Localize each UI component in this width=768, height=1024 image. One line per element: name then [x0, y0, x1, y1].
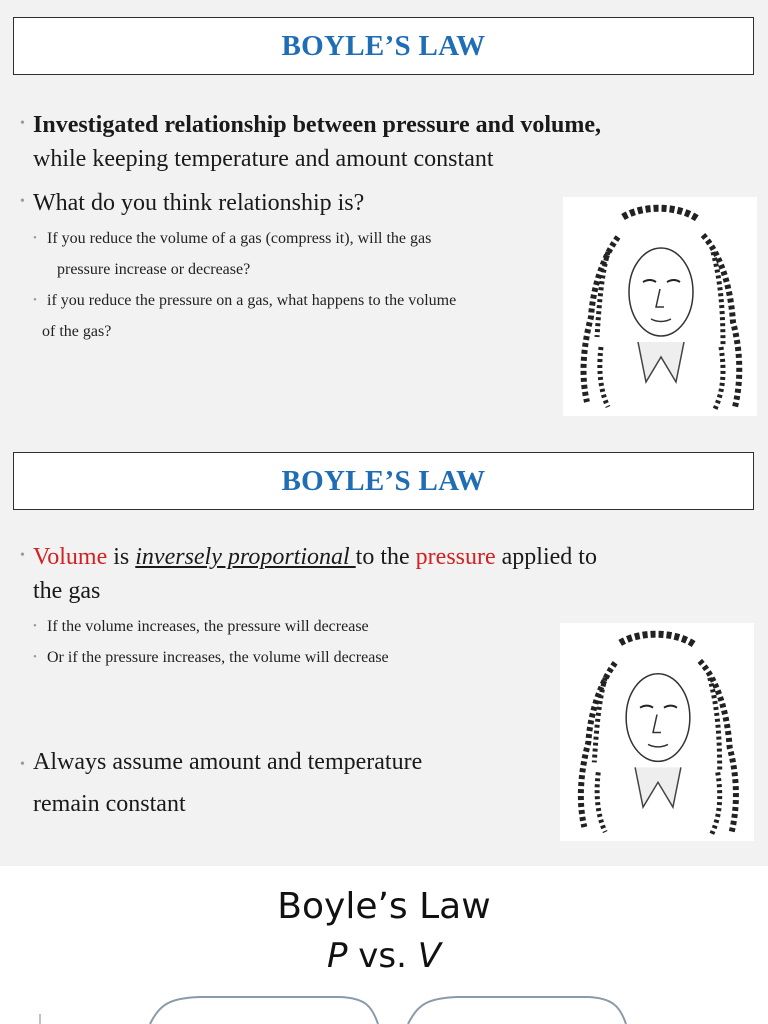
word-the-gas: the gas [33, 578, 101, 604]
word-volume: Volume [33, 544, 108, 570]
boyle-portrait-drawing [563, 197, 757, 416]
bullet-dot-icon: • [20, 757, 25, 772]
sub-bullet-dot-icon: • [33, 232, 37, 244]
symbol-p: P [326, 936, 348, 976]
sub-bullet-reduce-pressure [33, 285, 567, 347]
word-applied-to: applied to [495, 544, 597, 570]
bullet-dot-icon: • [20, 194, 25, 209]
bullet-always-assume-line2: remain constant [33, 791, 186, 817]
bullet-volume-inverse [20, 540, 753, 608]
sub-bullet-volume-increases-text: If the volume increases, the pressure will decrease [47, 618, 369, 635]
word-to-the: to the [355, 544, 416, 570]
bullet-investigated-rest: while keeping temperature and amount constant [33, 146, 494, 172]
slide-1-title: BOYLE’S LAW [13, 17, 754, 75]
bullet-dot-icon: • [20, 548, 25, 563]
sub-bullet-reduce-volume-line1: If you reduce the volume of a gas (compress it), will the gas [47, 230, 432, 247]
word-vs: vs. [347, 936, 418, 976]
bullet-dot-icon: • [20, 116, 25, 131]
slide-3 [0, 866, 768, 1024]
bullet-investigated [20, 108, 753, 176]
sub-bullet-dot-icon: • [33, 620, 37, 632]
sub-bullet-reduce-volume-line2: pressure increase or decrease? [57, 261, 251, 278]
graph-frames-partial [0, 984, 768, 1024]
sub-bullet-dot-icon: • [33, 294, 37, 306]
graph-frame-right [408, 997, 626, 1024]
boyle-portrait-drawing [560, 623, 754, 841]
graph-frame-left [150, 997, 378, 1024]
sub-bullet-volume-increases [33, 611, 547, 642]
slide-1 [0, 0, 768, 430]
bullet-investigated-bold: Investigated relationship between pressure and volume, [33, 112, 602, 138]
word-inversely-proportional: inversely proportional [135, 544, 356, 570]
slide-3-title: Boyle’s Law [277, 886, 491, 927]
boyle-portrait [560, 623, 754, 841]
sub-bullet-reduce-pressure-line1: if you reduce the pressure on a gas, what happens to the volume [47, 292, 457, 309]
symbol-v: V [417, 936, 442, 976]
slide-2-title: BOYLE’S LAW [13, 452, 754, 510]
sub-bullet-dot-icon: • [33, 651, 37, 663]
bullet-always-assume-line1: Always assume amount and temperature [33, 749, 423, 775]
word-pressure: pressure [415, 544, 496, 570]
sub-bullet-reduce-volume [33, 223, 567, 285]
sub-bullet-pressure-increases-text: Or if the pressure increases, the volume will decrease [47, 649, 389, 666]
sub-bullet-reduce-pressure-line2: of the gas? [42, 323, 112, 340]
slide-3-subtitle [0, 936, 768, 976]
boyle-portrait [563, 197, 757, 416]
slide-2 [0, 436, 768, 866]
bullet-always-assume [20, 741, 533, 825]
word-is: is [107, 544, 136, 570]
sub-bullet-pressure-increases [33, 642, 547, 673]
bullet-what-text: What do you think relationship is? [33, 190, 365, 216]
bullet-what-do-you-think [20, 186, 533, 220]
